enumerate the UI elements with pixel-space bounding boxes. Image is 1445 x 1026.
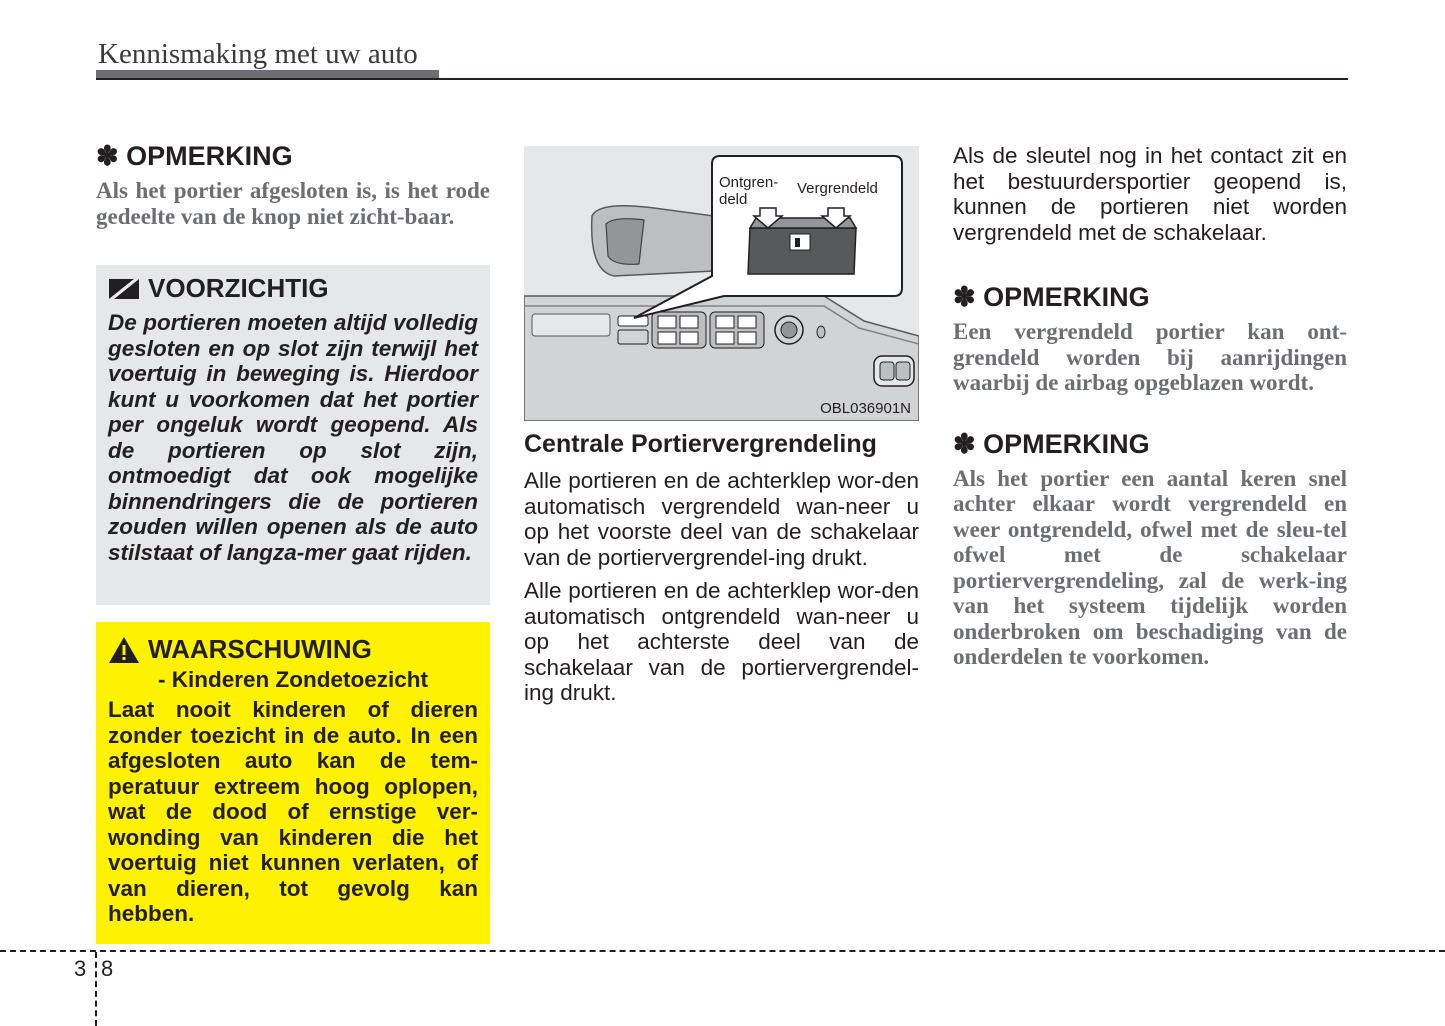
figure-code: OBL036901N	[820, 400, 911, 417]
note-text: Als het portier afgesloten is, is het rode gedeelte van de knop niet zicht-baar.	[96, 178, 490, 229]
caution-text: De portieren moeten altijd volledig gesloten en op slot zijn terwijl het voertuig in beweging is. Hierdoor kunt u voorkomen dat het portier per ongeluk wordt geopend. Als de portieren op slot zijn, ontmoedigt dat ook mogelijke binnendringers die de portieren zouden willen openen als de auto stilstaat of langza-mer gaat rijden.	[108, 310, 478, 565]
caution-box	[96, 265, 490, 605]
unlock-paragraph: Alle portieren en de achterklep wor-den automatisch ontgrendeld wan-neer u op het achterste deel van de schakelaar van de portiervergrendel-ing drukt.	[524, 578, 919, 705]
left-note	[96, 140, 490, 229]
label-unlocked: Ontgren- deld	[719, 174, 779, 208]
note-title: ✽ OPMERKING	[953, 428, 1150, 459]
lock-paragraph: Alle portieren en de achterklep wor-den automatisch vergrendeld wan-neer u op het voorste deel van de schakelaar van de portiervergrendel-ing drukt.	[524, 468, 919, 570]
chapter-number: 3	[74, 956, 87, 981]
caution-title: VOORZICHTIG	[148, 273, 329, 303]
page-number: 8	[101, 956, 114, 981]
section-heading: Centrale Portiervergrendeling	[524, 430, 877, 458]
warning-box	[96, 622, 490, 944]
caution-slash-icon	[108, 277, 140, 301]
caution-header	[108, 273, 478, 304]
repeated-lock-note-text: Als het portier een aantal keren snel achter elkaar wordt vergrendeld en weer ontgrendeld, ofwel met de sleu-tel ofwel met de schakelaar portiervergrendeling, zal de werk-ing van het systeem tijdelijk worden onderbroken om beschadiging van de onderdelen te voorkomen.	[953, 465, 1347, 669]
label-locked: Vergrendeld	[797, 180, 878, 197]
warning-subtitle: - Kinderen Zondetoezicht	[158, 667, 428, 692]
warning-triangle-icon	[108, 636, 140, 664]
warning-title: WAARSCHUWING	[148, 634, 372, 664]
airbag-note-text: Een vergrendeld portier kan ont-grendeld worden bij aanrijdingen waarbij de airbag opgeblazen wordt.	[953, 319, 1347, 395]
warning-text: Laat nooit kinderen of dieren zonder toezicht in de auto. In een afgesloten auto kan de tem-peratuur extreem hoog oplopen, wat de dood of ernstige ver-wonding van kinderen die het voertuig niet kunnen verlaten, of van dieren, tot gevolg kan hebben.	[108, 697, 478, 926]
page-header-title: Kennismaking met uw auto	[98, 38, 418, 70]
right-column	[953, 143, 1347, 670]
central-locking-section	[524, 430, 919, 706]
header-rule	[96, 78, 1348, 80]
note-title: ✽ OPMERKING	[96, 141, 293, 171]
note-title: ✽ OPMERKING	[953, 282, 1150, 312]
key-in-ignition-text: Als de sleutel nog in het contact zit en het bestuurdersportier geopend is, kunnen de portieren niet worden vergrendeld met de schakelaar.	[953, 143, 1347, 245]
footer-dashed-divider	[95, 952, 97, 1026]
warning-header	[108, 634, 478, 665]
footer-dashed-rule	[0, 950, 1445, 952]
door-lock-switch-figure	[524, 146, 919, 421]
